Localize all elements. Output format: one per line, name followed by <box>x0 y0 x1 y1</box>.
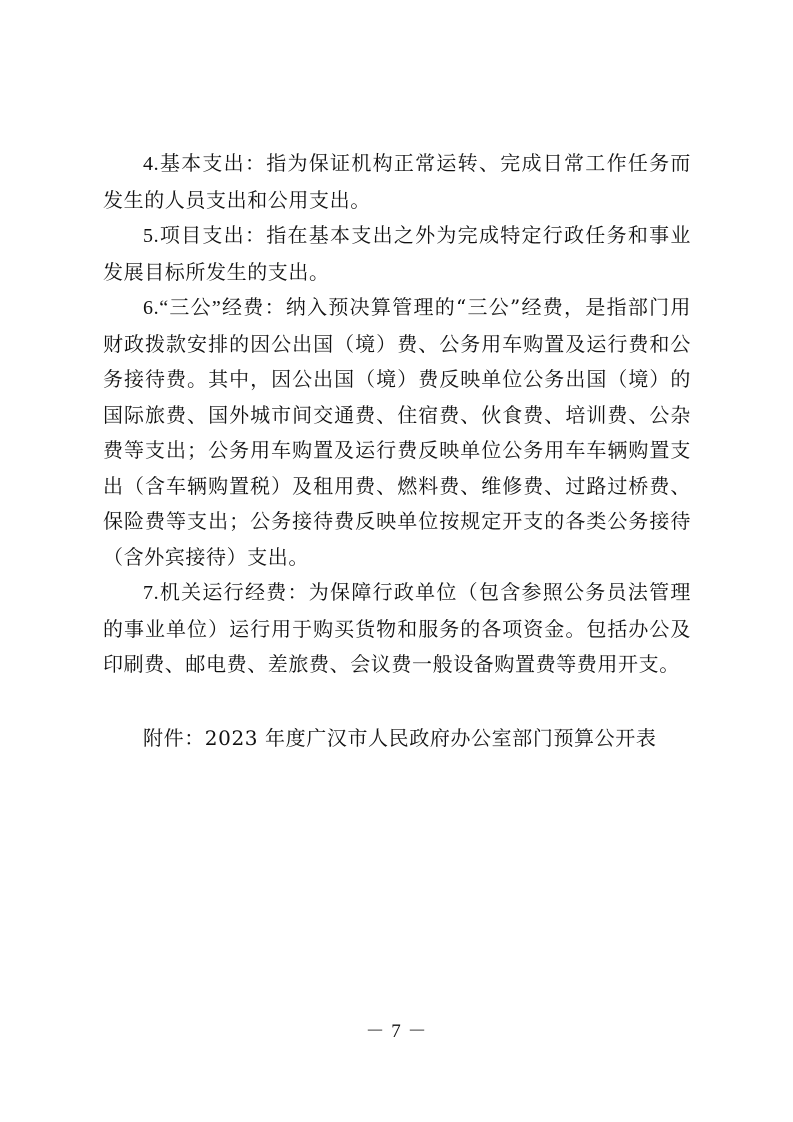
paragraph-text: 纳入预决算管理的“三公”经费，是指部门用财政拨款安排的因公出国（境）费、公务用车购置及运行费和公务接待费。其中，因公出国（境）费反映单位公务出国（境）的国际旅费、国外城市间交通费、住宿费、伙食费、培训费、公杂费等支出；公务用车购置及运行费反映单位公务用车车辆购置支出（含车辆购置税）及租用费、燃料费、维修费、过路过桥费、保险费等支出；公务接待费反映单位按规定开支的各类公务接待（含外宾接待）支出。 <box>103 295 692 569</box>
paragraph-term: 6.“三公”经费： <box>143 297 286 319</box>
document-body <box>103 146 691 756</box>
paragraph-three-public-expenses <box>103 290 691 575</box>
paragraph-term: 4.基本支出： <box>143 153 267 175</box>
paragraph-project-expenditure <box>103 218 691 290</box>
page-number: － 7 － <box>365 1021 428 1042</box>
paragraph-term: 7.机关运行经费： <box>143 582 309 604</box>
paragraph-agency-operating-expenses <box>103 575 691 683</box>
paragraph-text: 指在基本支出之外为完成特定行政任务和事业发展目标所发生的支出。 <box>103 223 691 284</box>
paragraph-text: 指为保证机构正常运转、完成日常工作任务而发生的人员支出和公用支出。 <box>103 151 691 212</box>
paragraph-term: 5.项目支出： <box>143 225 267 247</box>
attachment-note: 附件：2023 年度广汉市人民政府办公室部门预算公开表 <box>143 725 657 750</box>
paragraph-text: 为保障行政单位（包含参照公务员法管理的事业单位）运行用于购买货物和服务的各项资金。包括办公及印刷费、邮电费、差旅费、会议费一般设备购置费等费用开支。 <box>103 580 691 676</box>
paragraph-basic-expenditure <box>103 146 691 218</box>
